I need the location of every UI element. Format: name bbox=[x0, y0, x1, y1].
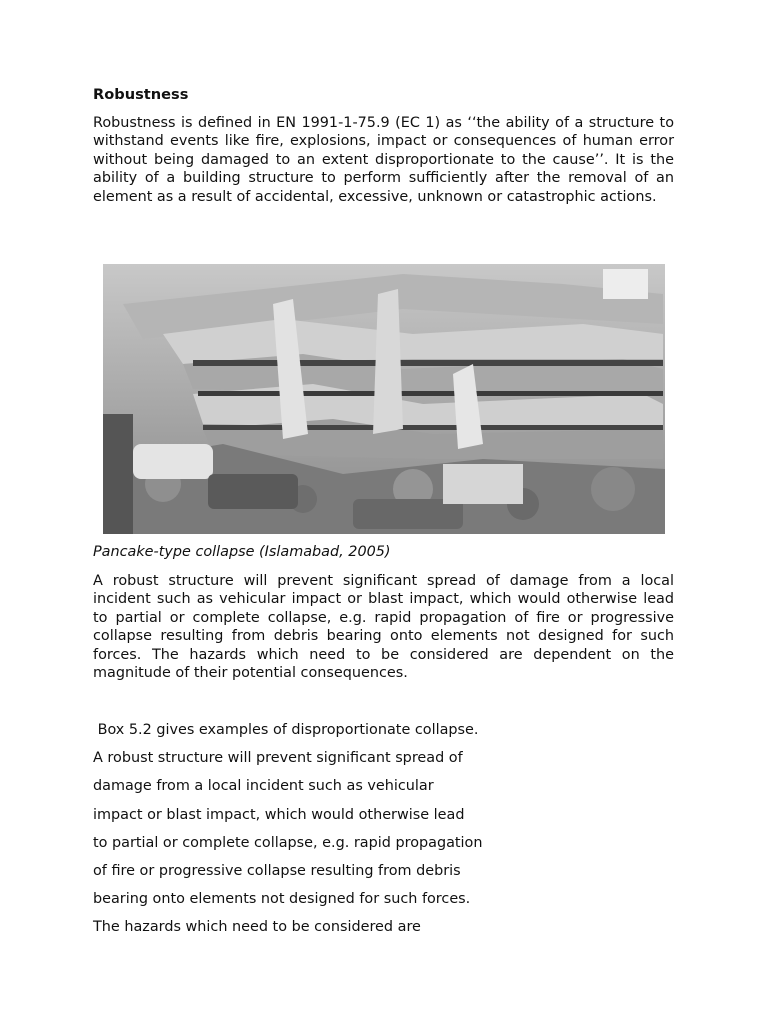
section-heading: Robustness bbox=[93, 86, 189, 103]
text-line: of fire or progressive collapse resulting from debris bbox=[93, 862, 461, 879]
text-line: damage from a local incident such as vehicular bbox=[93, 778, 434, 795]
text-line: Box 5.2 gives examples of disproportionate collapse. bbox=[93, 722, 479, 738]
text-line: bearing onto elements not designed for such forces. bbox=[93, 891, 471, 908]
text-line: impact or blast impact, which would otherwise lead bbox=[93, 806, 465, 823]
text-line: A robust structure will prevent significant spread of bbox=[93, 750, 463, 767]
definition-paragraph: Robustness is defined in EN 1991-1-75.9 (EC 1) as ‘‘the ability of a structure to withstand events like fire, explosions, impact or consequences of human error without being damaged to an extent disproportionate to the cause’’. It is the ability of a building structure to perform sufficiently after the removal of an element as a result of accidental, excessive, unknown or catastrophic actions. bbox=[93, 115, 674, 205]
robust-structure-paragraph: A robust structure will prevent significant spread of damage from a local incident such as vehicular impact or blast impact, which would otherwise lead to partial or complete collapse, e.g. rapid propagation of fire or progressive collapse resulting from debris bearing onto elements not designed for such forces. The hazards which need to be considered are dependent on the magnitude of their potential consequences. bbox=[93, 573, 674, 682]
collapse-photo bbox=[103, 264, 665, 534]
line-block bbox=[93, 720, 674, 946]
photo-caption: Pancake-type collapse (Islamabad, 2005) bbox=[93, 544, 391, 560]
text-line: The hazards which need to be considered are bbox=[93, 919, 421, 936]
text-line: to partial or complete collapse, e.g. rapid propagation bbox=[93, 834, 483, 851]
